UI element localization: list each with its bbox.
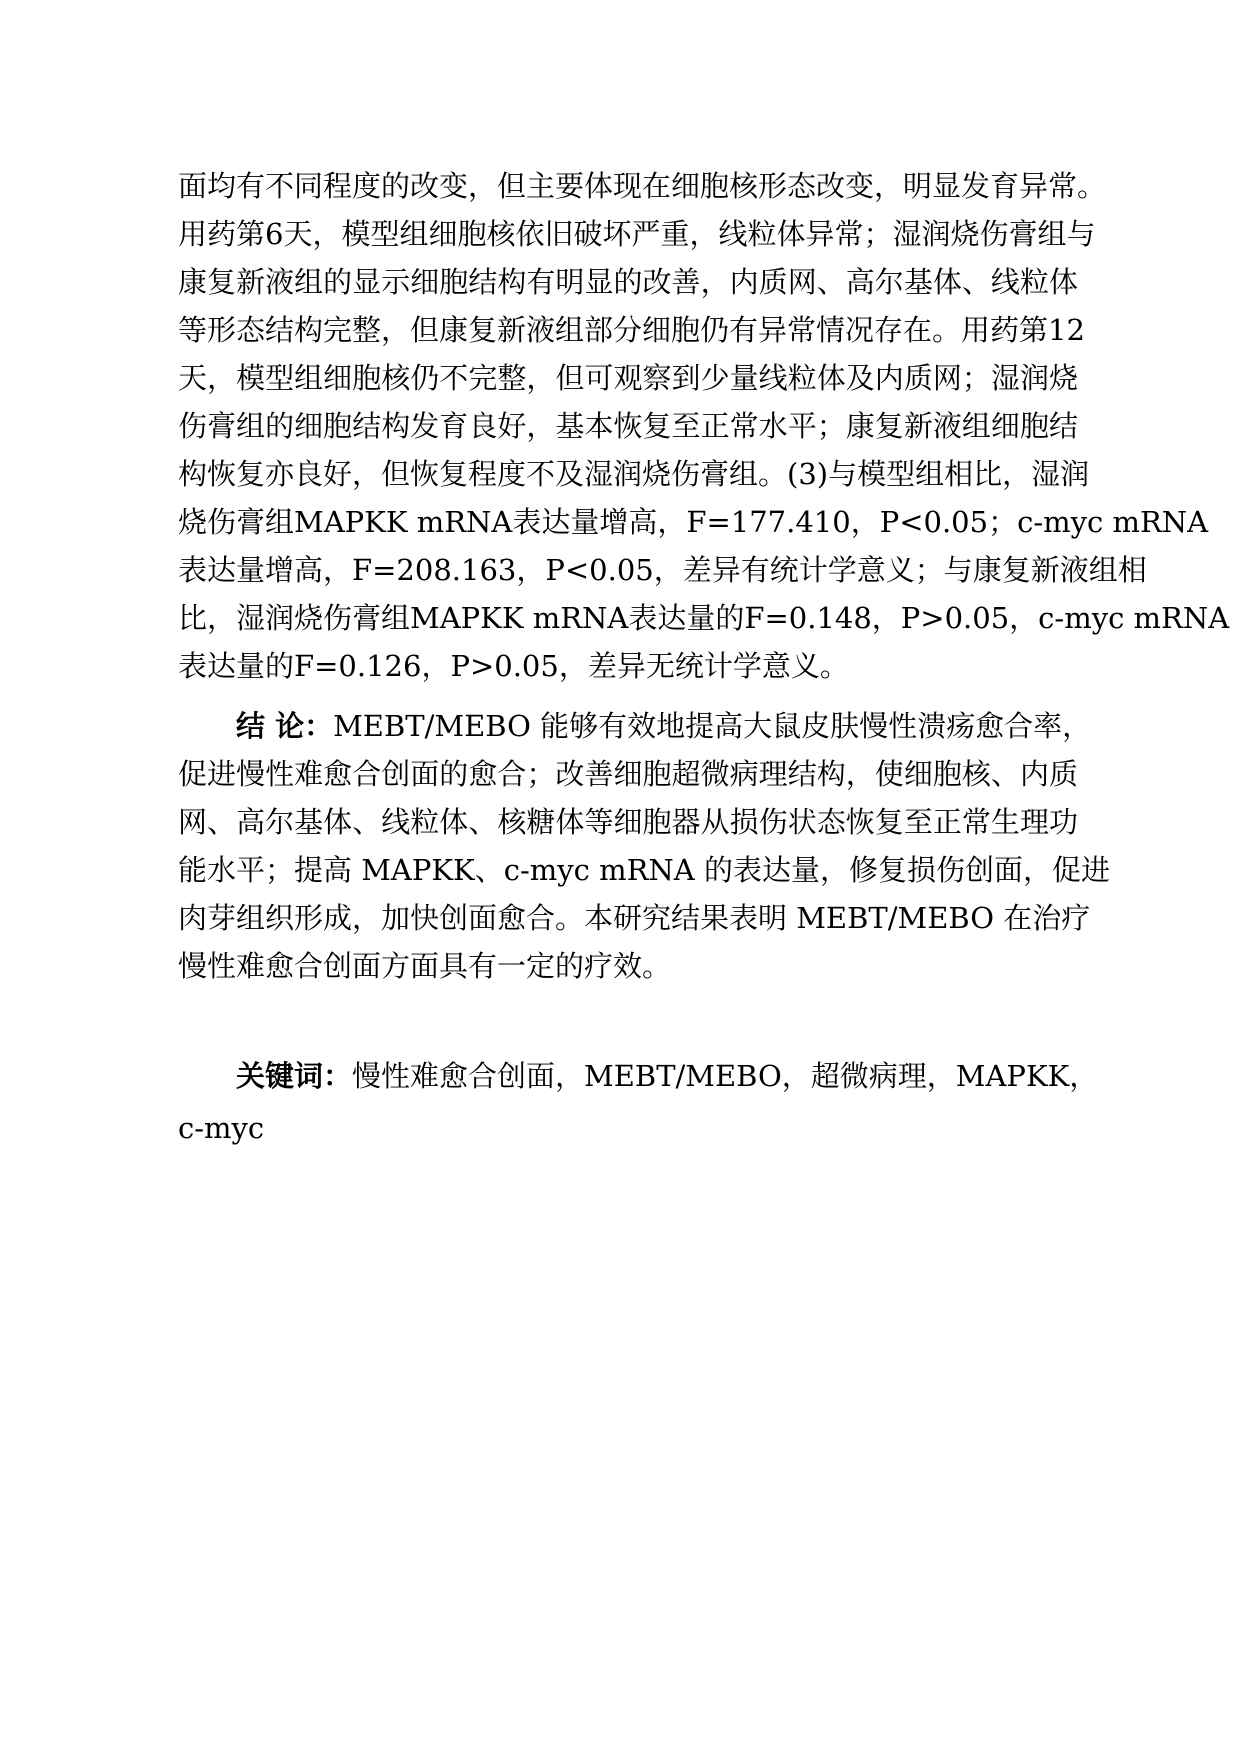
keywords-section (178, 1050, 1099, 1154)
keywords-text: 慢性难愈合创面，MEBT/MEBO，超微病理，MAPKK， (352, 1059, 1099, 1093)
keywords-label: 关键词： (236, 1059, 353, 1093)
text-line: 表达量的F=0.126，P>0.05，差异无统计学意义。 (178, 649, 849, 683)
conclusion-label: 结 论： (236, 709, 334, 743)
text-line: 慢性难愈合创面方面具有一定的疗效。 (178, 949, 672, 983)
text-line: 康复新液组的显示细胞结构有明显的改善，内质网、高尔基体、线粒体 (178, 265, 1078, 299)
text-line: 等形态结构完整，但康复新液组部分细胞仍有异常情况存在。用药第12 (178, 313, 1085, 347)
text-line: 促进慢性难愈合创面的愈合；改善细胞超微病理结构，使细胞核、内质 (178, 757, 1078, 791)
text-line: 网、高尔基体、线粒体、核糖体等细胞器从损伤状态恢复至正常生理功 (178, 805, 1078, 839)
text-line: 伤膏组的细胞结构发育良好，基本恢复至正常水平；康复新液组细胞结 (178, 409, 1078, 443)
results-paragraph (178, 162, 1230, 690)
text-line: 烧伤膏组MAPKK mRNA表达量增高，F=177.410，P<0.05；c-myc mRNA (178, 505, 1209, 539)
text-line: 比，湿润烧伤膏组MAPKK mRNA表达量的F=0.148，P>0.05，c-myc mRNA (178, 601, 1230, 635)
conclusion-paragraph (178, 702, 1110, 990)
keywords-line (178, 1050, 1099, 1102)
text-line: 能水平；提高 MAPKK、c-myc mRNA 的表达量，修复损伤创面，促进 (178, 853, 1110, 887)
conclusion-first-line (178, 702, 1092, 750)
text-line: 肉芽组织形成，加快创面愈合。本研究结果表明 MEBT/MEBO 在治疗 (178, 901, 1091, 935)
abstract-body (178, 162, 1230, 1154)
text-line: 构恢复亦良好，但恢复程度不及湿润烧伤膏组。(3)与模型组相比，湿润 (178, 457, 1090, 491)
text-line: 面均有不同程度的改变，但主要体现在细胞核形态改变，明显发育异常。 (178, 169, 1107, 203)
text-line: 天，模型组细胞核仍不完整，但可观察到少量线粒体及内质网；湿润烧 (178, 361, 1078, 395)
conclusion-text: MEBT/MEBO 能够有效地提高大鼠皮肤慢性溃疡愈合率， (333, 709, 1092, 743)
keywords-continuation: c-myc (178, 1111, 265, 1145)
text-line: 用药第6天，模型组细胞核依旧破坏严重，线粒体异常；湿润烧伤膏组与 (178, 217, 1096, 251)
text-line: 表达量增高，F=208.163，P<0.05，差异有统计学意义；与康复新液组相 (178, 553, 1147, 587)
